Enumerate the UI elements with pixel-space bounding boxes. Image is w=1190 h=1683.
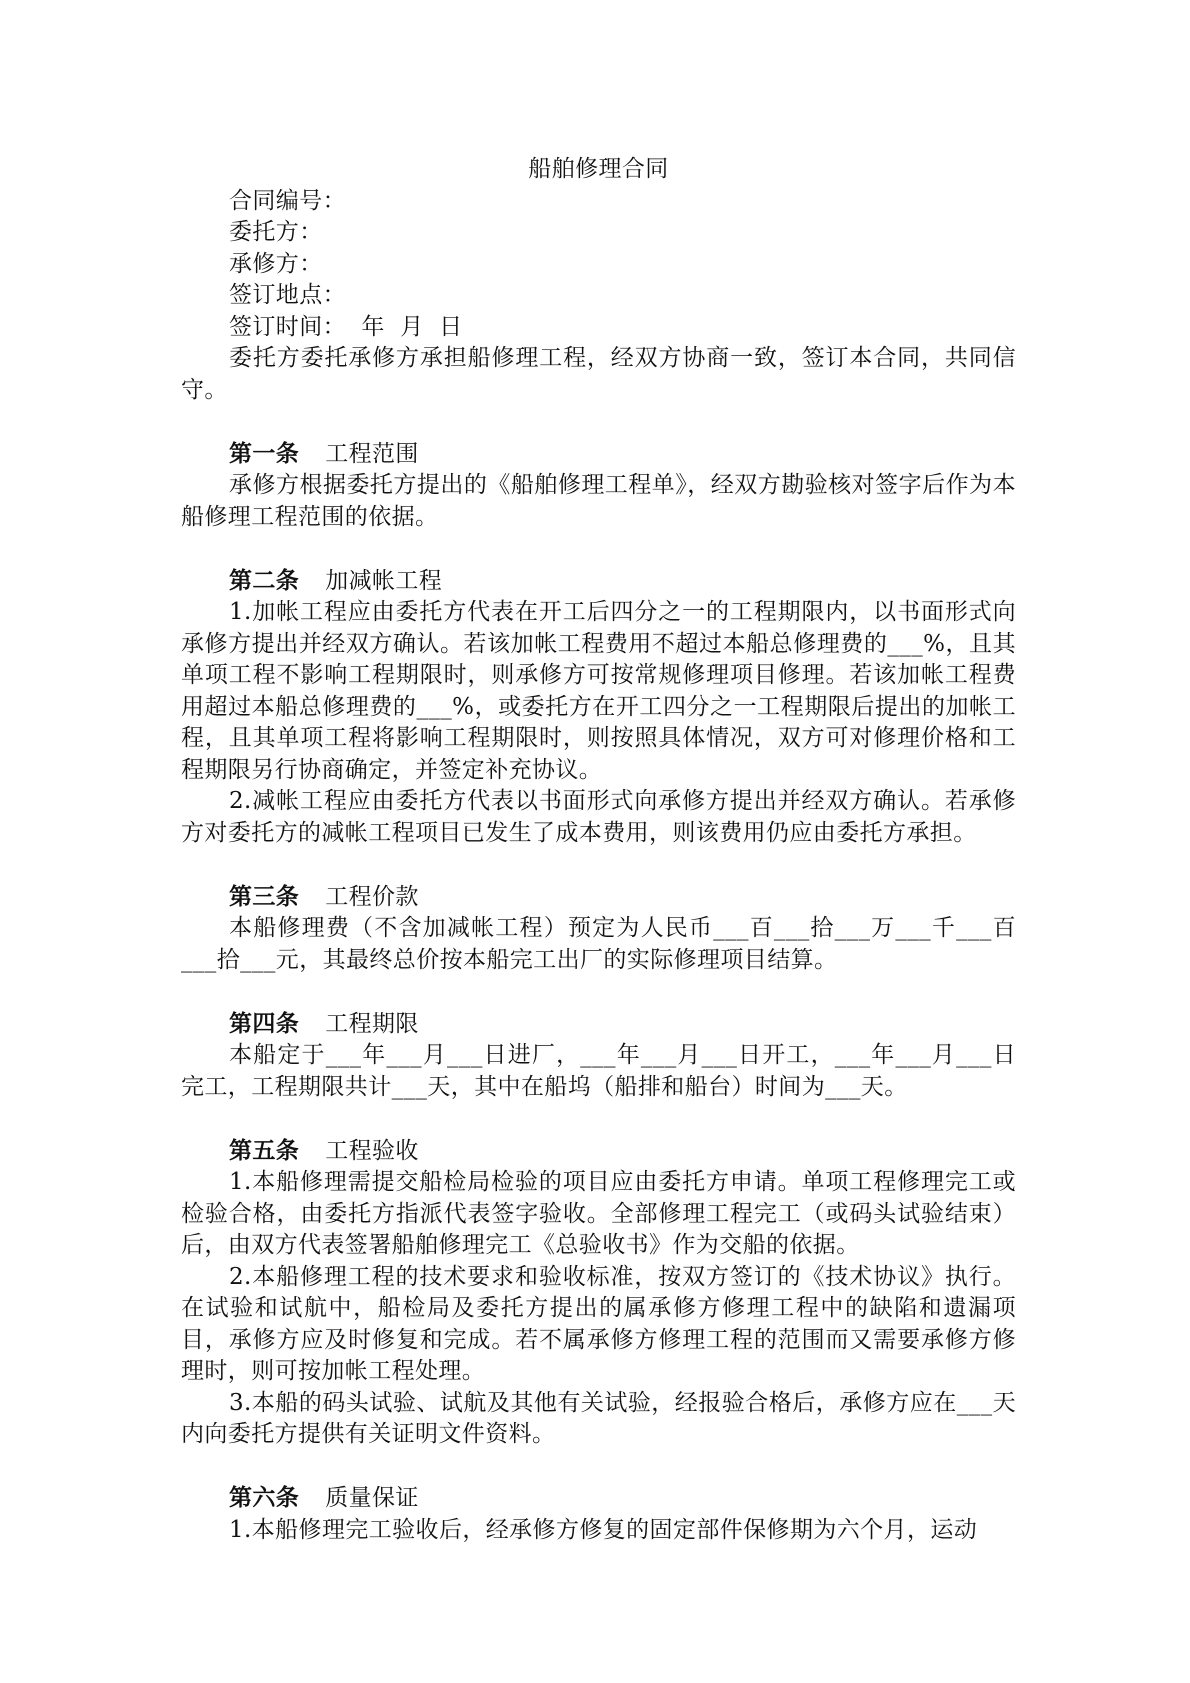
preamble: 委托方委托承修方承担船修理工程，经双方协商一致，签订本合同，共同信守。 bbox=[181, 345, 1016, 403]
spacer bbox=[181, 1103, 1016, 1135]
spacer bbox=[181, 849, 1016, 881]
spacer bbox=[181, 533, 1016, 565]
article-2-heading bbox=[181, 565, 1016, 598]
document-title: 船舶修理合同 bbox=[528, 156, 669, 182]
article-2-paragraph-1: 1.加帐工程应由委托方代表在开工后四分之一的工程期限内，以书面形式向承修方提出并经双方确认。若该加帐工程费用不超过本船总修理费的___%，且其单项工程不影响工程期限时，则承修方可按常规修理项目修理。若该加帐工程费用超过本船总修理费的___%，或委托方在开工四分之一工程期限后提出的加帐工程，且其单项工程将影响工程期限时，则按照具体情况，双方可对修理价格和工程期限另行协商确定，并签定补充协议。 bbox=[181, 599, 1016, 783]
article-6-number: 第六条 bbox=[229, 1484, 300, 1511]
article-3-title: 工程价款 bbox=[325, 883, 419, 910]
article-3-number: 第三条 bbox=[229, 882, 300, 910]
article-5-number: 第五条 bbox=[229, 1136, 300, 1164]
spacer bbox=[181, 406, 1016, 438]
article-1-text: 承修方根据委托方提出的《船舶修理工程单》，经双方勘验核对签字后作为本船修理工程范围的依据。 bbox=[181, 472, 1016, 530]
article-4-text: 本船定于___年___月___日进厂，___年___月___日开工，___年___月___日完工，工程期限共计___天，其中在船坞（船排和船台）时间为___天。 bbox=[181, 1042, 1016, 1100]
article-2-number: 第二条 bbox=[229, 566, 300, 594]
article-2-title: 加减帐工程 bbox=[325, 567, 443, 594]
field-contractor: 承修方： bbox=[229, 250, 323, 277]
article-4-title: 工程期限 bbox=[325, 1010, 419, 1037]
field-contract-number: 合同编号： bbox=[229, 187, 346, 214]
article-1-number: 第一条 bbox=[229, 439, 300, 467]
article-3-heading bbox=[181, 881, 1016, 914]
article-4-number: 第四条 bbox=[229, 1009, 300, 1037]
article-5-heading bbox=[181, 1135, 1016, 1168]
article-4-heading bbox=[181, 1008, 1016, 1041]
article-2-paragraph-2: 2.减帐工程应由委托方代表以书面形式向承修方提出并经双方确认。若承修方对委托方的减帐工程项目已发生了成本费用，则该费用仍应由委托方承担。 bbox=[181, 788, 1016, 846]
article-5-paragraph-1: 1.本船修理需提交船检局检验的项目应由委托方申请。单项工程修理完工或检验合格，由委托方指派代表签字验收。全部修理工程完工（或码头试验结束）后，由双方代表签署船舶修理完工《总验收书》作为交船的依据。 bbox=[181, 1169, 1016, 1258]
article-1-heading bbox=[181, 438, 1016, 471]
article-6-title: 质量保证 bbox=[325, 1485, 419, 1511]
field-client: 委托方： bbox=[229, 219, 323, 245]
field-signing-place: 签订地点： bbox=[229, 282, 346, 308]
field-signing-date: 签订时间： 年 月 日 bbox=[229, 313, 463, 340]
spacer bbox=[181, 976, 1016, 1008]
article-6-heading bbox=[181, 1482, 1016, 1515]
article-5-title: 工程验收 bbox=[325, 1137, 419, 1164]
document-body bbox=[181, 154, 1016, 1546]
article-1-title: 工程范围 bbox=[325, 440, 419, 467]
article-5-paragraph-3: 3.本船的码头试验、试航及其他有关试验，经报验合格后，承修方应在___天内向委托方提供有关证明文件资料。 bbox=[181, 1389, 1016, 1447]
spacer bbox=[181, 1451, 1016, 1483]
article-3-text: 本船修理费（不含加减帐工程）预定为人民币___百___拾___万___千___百___拾___元，其最终总价按本船完工出厂的实际修理项目结算。 bbox=[181, 915, 1016, 973]
article-5-paragraph-2: 2.本船修理工程的技术要求和验收标准，按双方签订的《技术协议》执行。在试验和试航中，船检局及委托方提出的属承修方修理工程中的缺陷和遗漏项目，承修方应及时修复和完成。若不属承修方修理工程的范围而又需要承修方修理时，则可按加帐工程处理。 bbox=[181, 1263, 1016, 1384]
article-6-paragraph-1: 1.本船修理完工验收后，经承修方修复的固定部件保修期为六个月，运动 bbox=[229, 1516, 978, 1543]
